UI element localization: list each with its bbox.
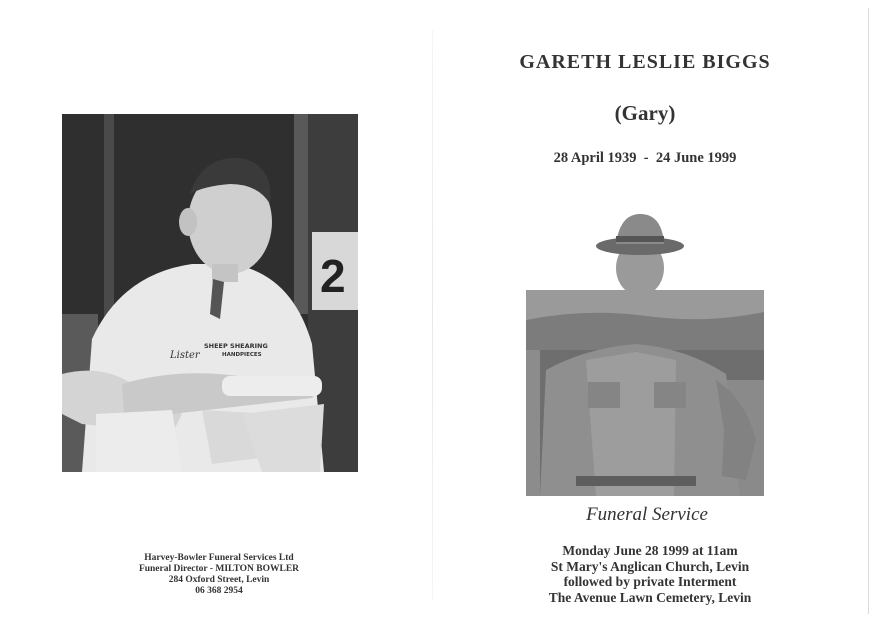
deceased-nickname: (Gary) <box>614 101 676 125</box>
funeral-director-details <box>96 553 342 597</box>
funeral-phone: 06 368 2954 <box>195 586 243 596</box>
service-location: St Mary's Anglican Church, Levin <box>550 558 750 574</box>
page-edge <box>868 8 869 614</box>
funeral-director: Funeral Director - MILTON BOWLER <box>138 564 300 574</box>
service-title: Funeral Service <box>586 504 708 525</box>
shirt-text-bottom: HANDPIECES <box>222 352 262 358</box>
portrait-photo-older <box>526 290 764 496</box>
service-date: Monday June 28 1999 at 11am <box>562 543 738 558</box>
shirt-text-top: SHEEP SHEARING <box>204 342 268 350</box>
portrait-photo-young <box>62 114 358 472</box>
interment-note: followed by private Interment <box>563 574 737 589</box>
hat-head-graphic <box>590 210 690 294</box>
cemetery: The Avenue Lawn Cemetery, Levin <box>548 589 752 605</box>
funeral-address: 284 Oxford Street, Levin <box>168 575 270 585</box>
life-dates: 28 April 1939 - 24 June 1999 <box>553 150 737 166</box>
page-fold <box>432 30 433 600</box>
service-details <box>500 543 800 605</box>
funeral-company: Harvey-Bowler Funeral Services Ltd <box>144 553 294 563</box>
shirt-text-brand: Lister <box>170 350 200 361</box>
deceased-name: GARETH LESLIE BIGGS <box>519 51 771 73</box>
board-number: 2 <box>320 250 346 302</box>
